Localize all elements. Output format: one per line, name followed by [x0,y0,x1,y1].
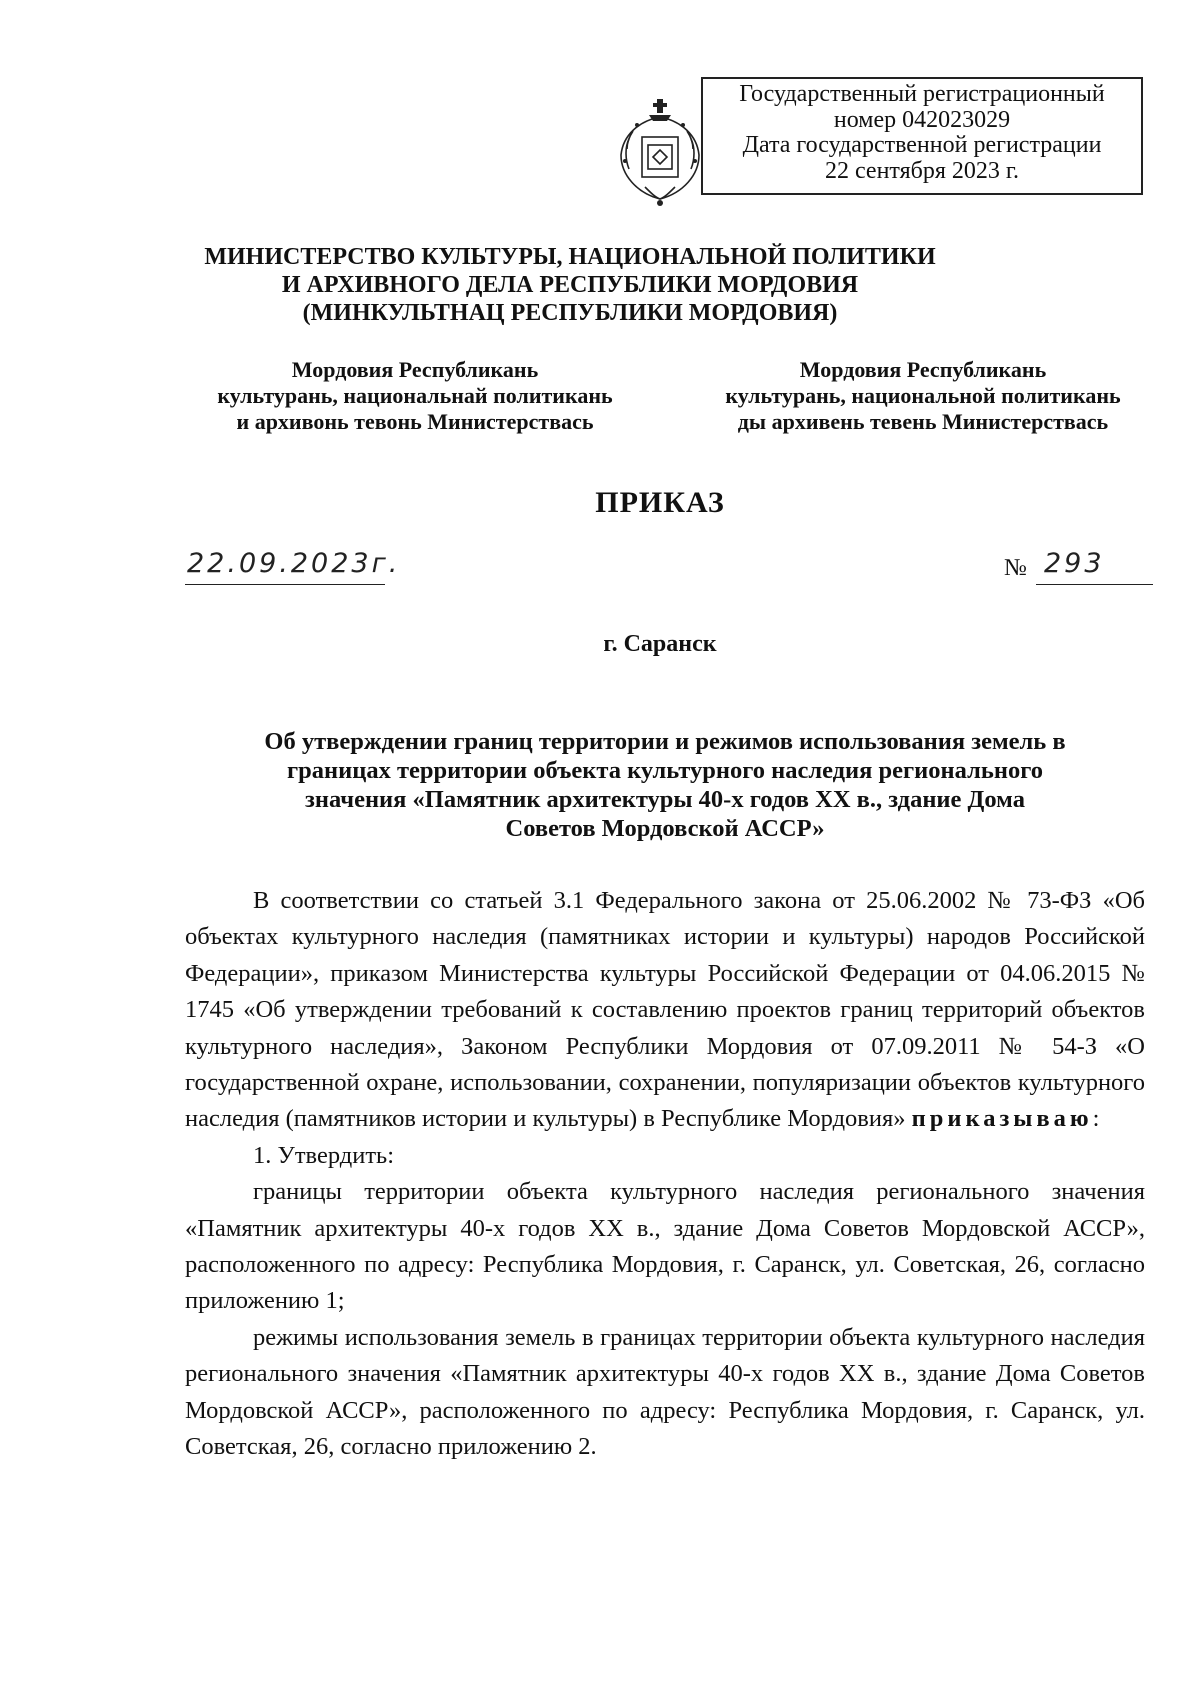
order-city: г. Саранск [603,631,717,657]
moksha-line: и архивонь тевонь Министерствась [236,409,594,434]
ministry-header [180,243,960,327]
subject-line: значения «Памятник архитектуры 40-х годов XX в., здание Дома [305,786,1025,813]
registration-box [701,77,1143,195]
ministry-name-line: И АРХИВНОГО ДЕЛА РЕСПУБЛИКИ МОРДОВИЯ [281,272,859,298]
item-1-heading: 1. Утвердить: [253,1141,395,1169]
subject-line: Об утверждении границ территории и режимов использования земель в [264,728,1066,755]
subject-line: Советов Мордовской АССР» [505,815,825,842]
order-body [185,883,1145,1466]
registration-number: номер 042023029 [833,106,1011,133]
order-number-field [1036,548,1153,585]
order-command: приказываю [911,1105,1093,1133]
order-subject [185,727,1145,843]
order-number: 293 [1044,548,1105,579]
preamble-paragraph [185,883,1145,1138]
order-number-label: № [1004,555,1027,581]
registration-line: Дата государственной регистрации [742,132,1102,158]
ministry-short-name: (МИНКУЛЬТНАЦ РЕСПУБЛИКИ МОРДОВИЯ) [302,300,838,326]
ministry-name-moksha [180,357,650,435]
ministry-name-erzya [688,357,1158,435]
erzya-line: Мордовия Республикань [799,357,1047,382]
order-date: 22.09.2023г. [187,548,401,579]
registration-date: 22 сентября 2023 г. [824,157,1020,184]
borders-paragraph: границы территории объекта культурного наследия регионального значения «Памятник архитектуры 40-х годов XX в., здание Дома Советов Мордовской АССР», расположенного по адресу: Республика Мордовия, г. Саранск, ул. Советская, 26, согласно приложению 1; [185,1178,1145,1315]
erzya-line: культурань, национальной политикань [725,383,1121,408]
preamble-text: В соответствии со статьей 3.1 Федерального закона от 25.06.2002 № 73-ФЗ «Об объектах культурного наследия (памятниках истории и культуры) народов Российской Федерации», приказом Министерства культуры Российской Федерации от 04.06.2015 № 1745 «Об утверждении требований к составлению проектов границ территорий объектов культурного наследия», Законом Республики Мордовия от 07.09.2011 № 54-З «О государственной охране, использовании, сохранении, популяризации объектов культурного наследия (памятников истории и культуры) в Республике Мордовия» [185,887,1145,1133]
moksha-line: культурань, национальнай политикань [217,383,613,408]
subject-line: границах территории объекта культурного наследия регионального [287,757,1043,784]
ministry-name-line: МИНИСТЕРСТВО КУЛЬТУРЫ, НАЦИОНАЛЬНОЙ ПОЛИТИКИ [204,244,936,270]
coat-of-arms-icon [609,95,711,211]
erzya-line: ды архивень тевень Министерствась [737,409,1109,434]
command-colon: : [1092,1105,1100,1133]
moksha-line: Мордовия Республикань [291,357,539,382]
order-date-field [185,548,401,585]
order-title: ПРИКАЗ [595,486,725,519]
regimes-paragraph: режимы использования земель в границах территории объекта культурного наследия регионального значения «Памятник архитектуры 40-х годов XX в., здание Дома Советов Мордовской АССР», расположенного по адресу: Республика Мордовия, г. Саранск, ул. Советская, 26, согласно приложению 2. [185,1323,1145,1461]
registration-line: Государственный регистрационный [739,81,1105,107]
